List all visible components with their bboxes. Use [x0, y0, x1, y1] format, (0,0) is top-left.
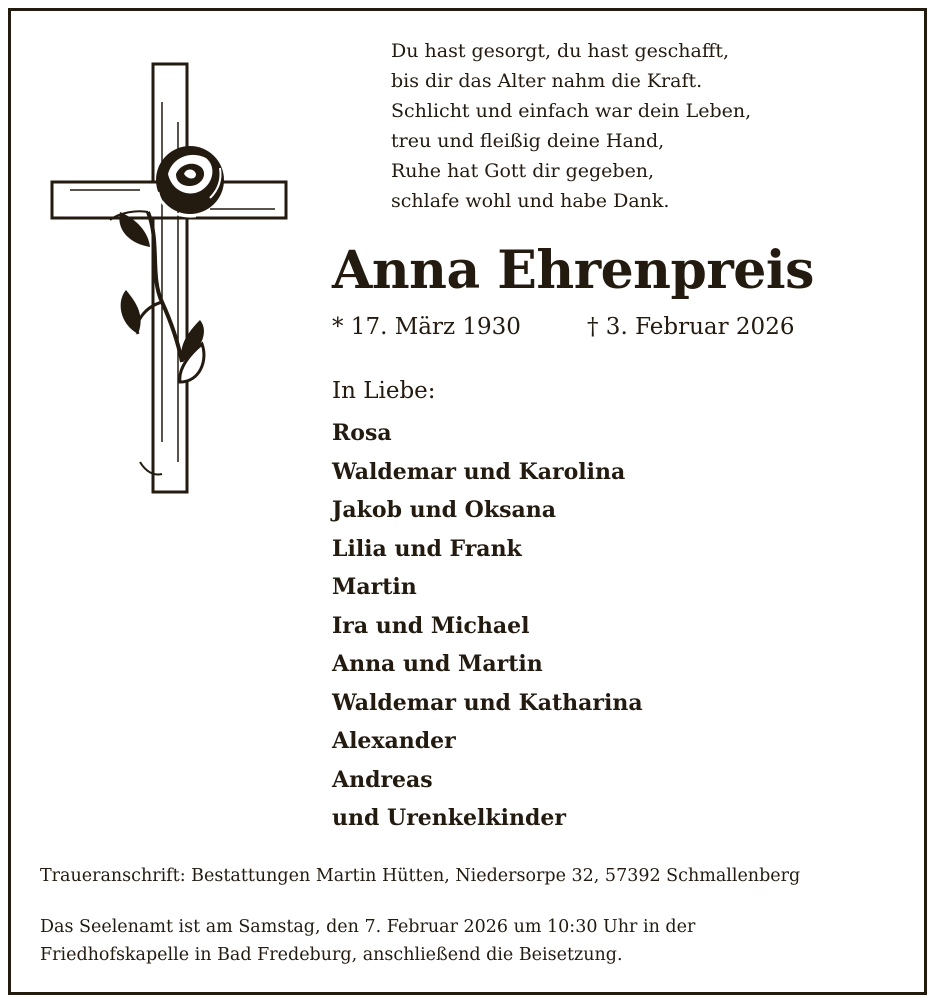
- poem-line: Ruhe hat Gott dir gegeben,: [391, 160, 655, 182]
- in-love-label: In Liebe:: [332, 378, 436, 404]
- mourner-entry: Rosa: [332, 420, 392, 446]
- service-line: Das Seelenamt ist am Samstag, den 7. Februar 2026 um 10:30 Uhr in der: [40, 917, 696, 937]
- death-date: † 3. Februar 2026: [587, 314, 795, 340]
- mourner-entry: und Urenkelkinder: [332, 805, 566, 831]
- mourner-entry: Martin: [332, 574, 417, 600]
- birth-date: * 17. März 1930: [332, 314, 521, 340]
- service-line: Friedhofskapelle in Bad Fredeburg, anschließend die Beisetzung.: [40, 945, 623, 965]
- mourner-entry: Jakob und Oksana: [332, 497, 556, 523]
- deceased-name: Anna Ehrenpreis: [332, 240, 814, 301]
- mourner-entry: Andreas: [332, 766, 433, 793]
- poem-line: bis dir das Alter nahm die Kraft.: [391, 70, 703, 92]
- poem-line: Du hast gesorgt, du hast geschafft,: [391, 40, 730, 62]
- poem: [391, 36, 831, 216]
- mourner-entry: Ira und Michael: [332, 612, 530, 639]
- poem-line: treu und fleißig deine Hand,: [391, 130, 665, 152]
- cross-with-rose-icon: [50, 62, 290, 494]
- mourners-list: [332, 414, 643, 838]
- service-info: [40, 913, 695, 969]
- poem-line: Schlicht und einfach war dein Leben,: [391, 100, 752, 122]
- poem-line: schlafe wohl und habe Dank.: [391, 190, 670, 212]
- mourner-entry: Waldemar und Katharina: [332, 689, 643, 716]
- mourner-entry: Lilia und Frank: [332, 535, 522, 562]
- mourner-entry: Anna und Martin: [332, 651, 543, 677]
- mourner-entry: Waldemar und Karolina: [332, 458, 626, 485]
- mourner-entry: Alexander: [332, 728, 456, 754]
- mourning-address: Traueranschrift: Bestattungen Martin Hütten, Niedersorpe 32, 57392 Schmallenberg: [40, 866, 801, 886]
